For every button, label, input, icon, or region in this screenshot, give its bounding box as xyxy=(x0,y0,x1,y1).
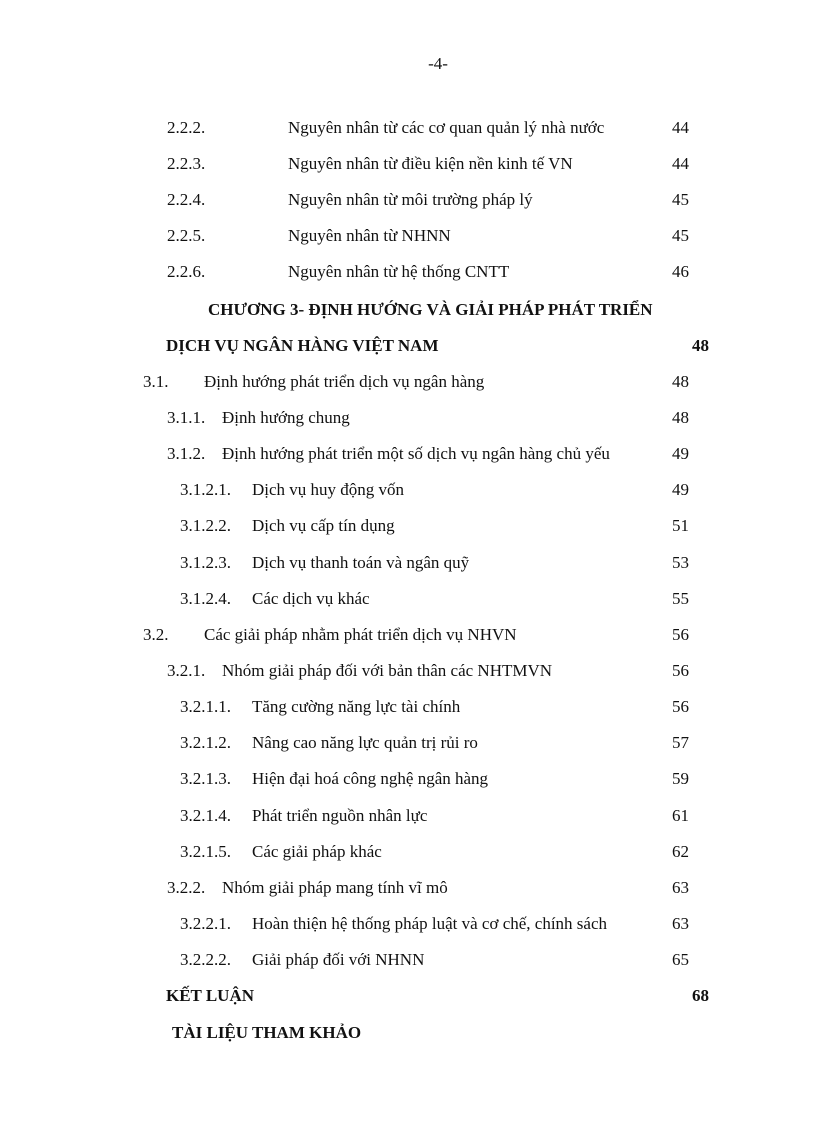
toc-number: 3.2.1.1. xyxy=(180,697,231,716)
toc-page: 44 xyxy=(672,154,689,173)
toc-number: 3.2.1.4. xyxy=(180,806,231,825)
toc-title: Định hướng chung xyxy=(222,408,350,427)
toc-title: Định hướng phát triển dịch vụ ngân hàng xyxy=(204,372,485,391)
toc-page: 63 xyxy=(672,914,689,933)
toc-title: Nhóm giải pháp đối với bản thân các NHTMVN xyxy=(222,661,553,680)
toc-page: 48 xyxy=(672,408,689,427)
toc-number: 2.2.6. xyxy=(167,262,206,281)
toc-page: 45 xyxy=(672,190,689,209)
toc-page: 56 xyxy=(672,625,689,644)
chapter-3-heading-line1: CHƯƠNG 3- ĐỊNH HƯỚNG VÀ GIẢI PHÁP PHÁT TRIỂN xyxy=(208,300,653,319)
toc-title: Dịch vụ thanh toán và ngân quỹ xyxy=(252,553,470,572)
toc-number: 3.1.2.2. xyxy=(180,516,231,535)
toc-number: 3.2.2.2. xyxy=(180,950,231,969)
toc-title: Nâng cao năng lực quản trị rủi ro xyxy=(252,733,478,752)
conclusion-heading: KẾT LUẬN xyxy=(166,986,255,1005)
toc-number: 3.2.1.3. xyxy=(180,769,231,788)
toc-page: 46 xyxy=(672,262,689,281)
toc-number: 3.2.1.5. xyxy=(180,842,231,861)
toc-title: Nguyên nhân từ NHNN xyxy=(288,226,451,245)
toc-number: 2.2.2. xyxy=(167,118,206,137)
toc-title: Hiện đại hoá công nghệ ngân hàng xyxy=(252,769,489,788)
toc-title: Định hướng phát triển một số dịch vụ ngân hàng chủ yếu xyxy=(222,444,610,463)
toc-title: Các dịch vụ khác xyxy=(252,589,370,608)
toc-page: 44 xyxy=(672,118,689,137)
toc-number: 3.1. xyxy=(143,372,169,391)
chapter-3-heading-line2: DỊCH VỤ NGÂN HÀNG VIỆT NAM xyxy=(166,336,439,355)
toc-title: Nguyên nhân từ điều kiện nền kinh tế VN xyxy=(288,154,573,173)
toc-page: 63 xyxy=(672,878,689,897)
toc-title: Phát triển nguồn nhân lực xyxy=(252,806,428,825)
toc-number: 3.1.2.3. xyxy=(180,553,231,572)
toc-number: 3.1.1. xyxy=(167,408,206,427)
toc-page: 55 xyxy=(672,589,689,608)
toc-title: Các giải pháp khác xyxy=(252,842,382,861)
toc-number: 3.2.1.2. xyxy=(180,733,231,752)
toc-number: 3.1.2.1. xyxy=(180,480,231,499)
toc-page: 49 xyxy=(672,444,689,463)
conclusion-page: 68 xyxy=(692,986,709,1005)
page-number: -4- xyxy=(428,54,448,73)
chapter-3-page: 48 xyxy=(692,336,709,355)
toc-title: Giải pháp đối với NHNN xyxy=(252,950,425,969)
toc-title: Nhóm giải pháp mang tính vĩ mô xyxy=(222,878,448,897)
toc-title: Hoàn thiện hệ thống pháp luật và cơ chế, chính sách xyxy=(252,914,608,933)
toc-number: 3.2.2.1. xyxy=(180,914,231,933)
toc-page: 49 xyxy=(672,480,689,499)
toc-title: Nguyên nhân từ môi trường pháp lý xyxy=(288,190,533,209)
toc-page: 61 xyxy=(672,806,689,825)
toc-number: 3.2.2. xyxy=(167,878,206,897)
toc-number: 2.2.5. xyxy=(167,226,206,245)
toc-title: Dịch vụ cấp tín dụng xyxy=(252,516,395,535)
toc-number: 2.2.4. xyxy=(167,190,206,209)
toc-page: 53 xyxy=(672,553,689,572)
toc-title: Dịch vụ huy động vốn xyxy=(252,480,405,499)
toc-title: Các giải pháp nhằm phát triển dịch vụ NHVN xyxy=(204,625,517,644)
toc-title: Nguyên nhân từ hệ thống CNTT xyxy=(288,262,510,281)
references-heading: TÀI LIỆU THAM KHẢO xyxy=(172,1023,362,1042)
toc-number: 2.2.3. xyxy=(167,154,206,173)
toc-page: 45 xyxy=(672,226,689,245)
toc-title: Tăng cường năng lực tài chính xyxy=(252,697,461,716)
toc-number: 3.1.2. xyxy=(167,444,206,463)
toc-page: 59 xyxy=(672,769,689,788)
toc-page: 48 xyxy=(672,372,689,391)
toc-page: 51 xyxy=(672,516,689,535)
toc-page: 62 xyxy=(672,842,689,861)
toc-number: 3.1.2.4. xyxy=(180,589,231,608)
toc-number: 3.2. xyxy=(143,625,169,644)
toc-page: 57 xyxy=(672,733,689,752)
toc-number: 3.2.1. xyxy=(167,661,206,680)
toc-page: 65 xyxy=(672,950,689,969)
toc-title: Nguyên nhân từ các cơ quan quản lý nhà nước xyxy=(288,118,605,137)
toc-page: 56 xyxy=(672,661,689,680)
toc-page: 56 xyxy=(672,697,689,716)
